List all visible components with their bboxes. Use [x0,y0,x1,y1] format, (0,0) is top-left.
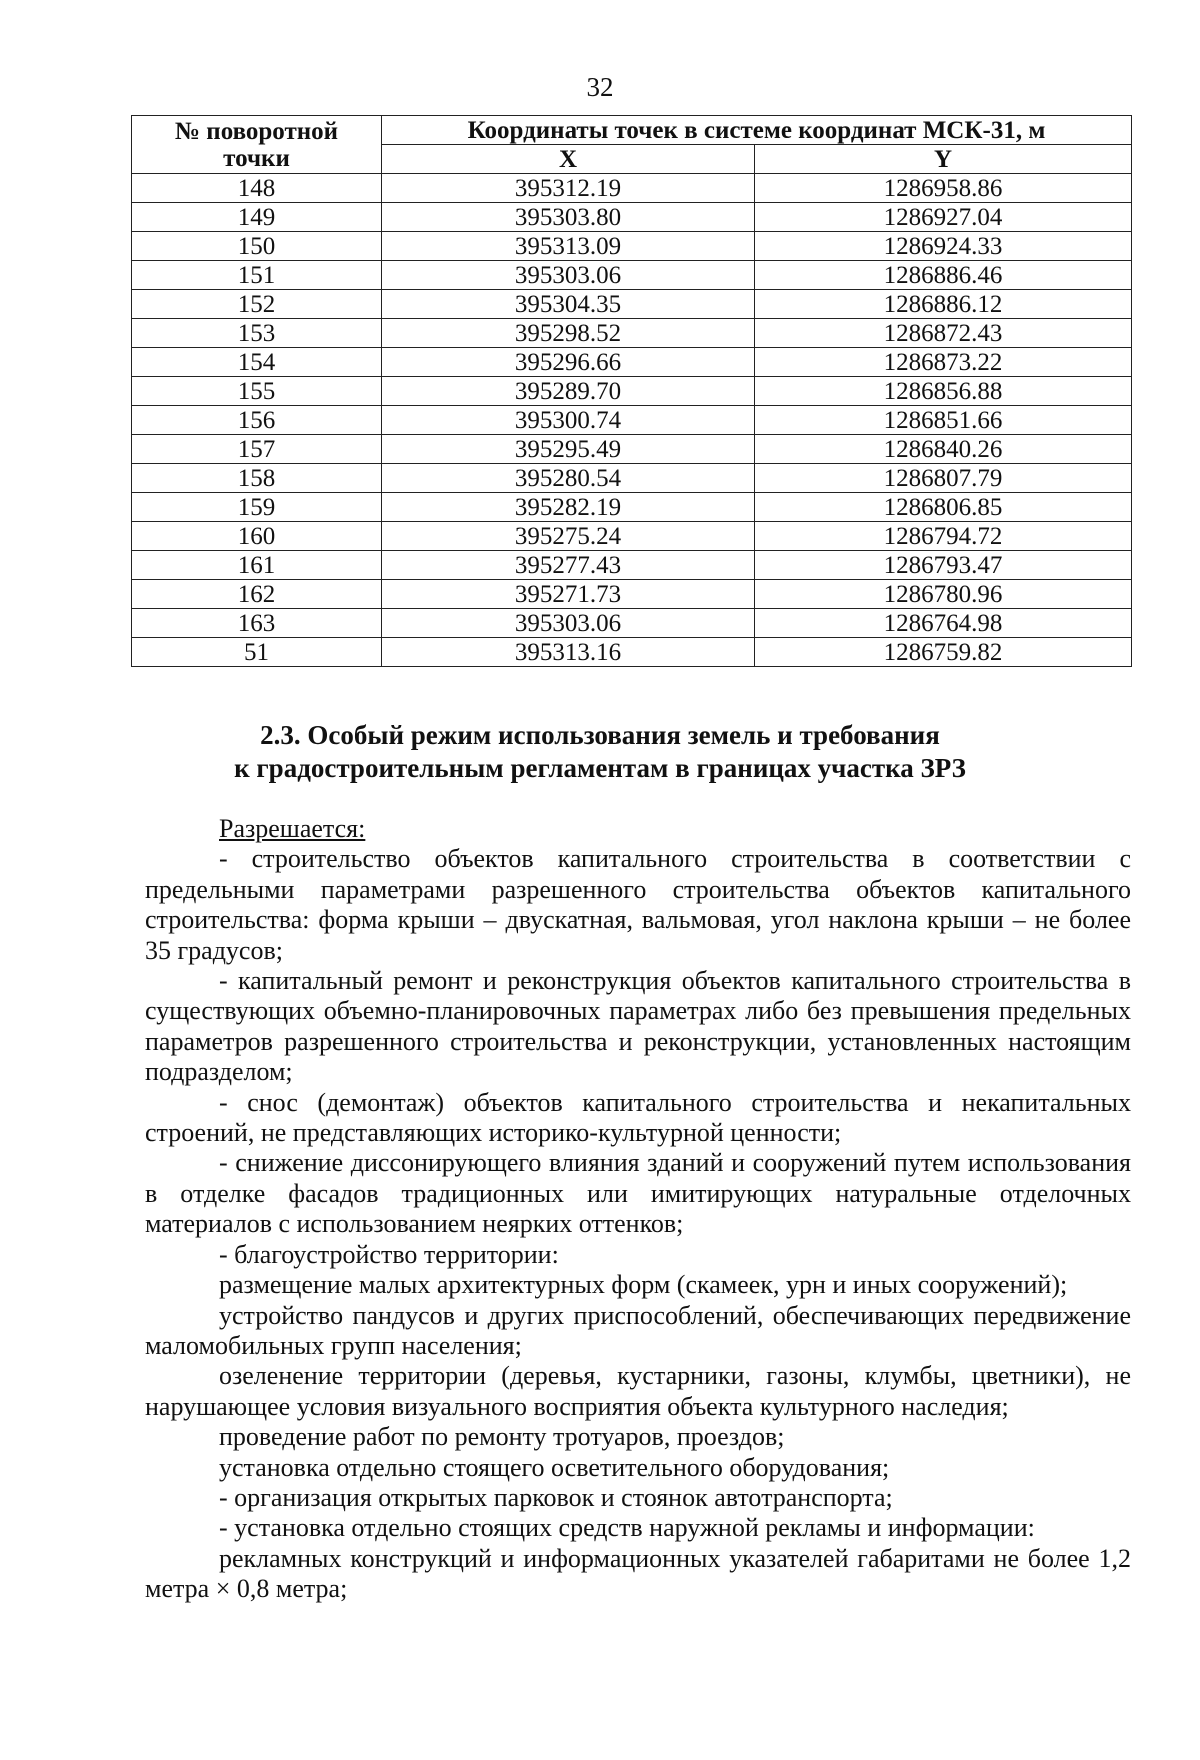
paragraph: размещение малых архитектурных форм (скамеек, урн и иных сооружений); [219,1270,1068,1300]
coordinates-table [131,115,1132,667]
paragraph: проведение работ по ремонту тротуаров, проездов; [219,1422,785,1452]
table-row [132,435,1132,464]
cell-y: 1286780.96 [755,580,1132,609]
cell-x: 395313.16 [382,638,755,667]
paragraph: - организация открытых парковок и стоянок автотранспорта; [219,1482,893,1512]
cell-x: 395303.06 [382,609,755,638]
header-point-number-line1: № поворотной [174,117,339,145]
table-row [132,406,1132,435]
paragraph: рекламных конструкций и информационных указателей габаритами не более 1,2 метра × 0,8 метра; [145,1543,1131,1604]
cell-point: 152 [132,290,382,319]
cell-point: 149 [132,203,382,232]
cell-point: 156 [132,406,382,435]
cell-point: 158 [132,464,382,493]
cell-x: 395280.54 [382,464,755,493]
cell-y: 1286886.12 [755,290,1132,319]
header-x: X [382,145,755,174]
header-point-number-line2: точки [223,144,290,172]
cell-x: 395303.80 [382,203,755,232]
table-row [132,174,1132,203]
cell-y: 1286764.98 [755,609,1132,638]
table-row [132,522,1132,551]
table-row [132,551,1132,580]
cell-point: 51 [132,638,382,667]
cell-x: 395275.24 [382,522,755,551]
cell-x: 395277.43 [382,551,755,580]
paragraph: - снижение диссонирующего влияния зданий и сооружений путем использования в отделке фасадов традиционных или имитирующих натуральные отделочных материалов с использованием неярких оттенков; [145,1148,1131,1239]
section-title-line2: к градостроительным регламентам в границах участка ЗРЗ [234,753,966,783]
cell-point: 162 [132,580,382,609]
cell-x: 395298.52 [382,319,755,348]
table-row [132,493,1132,522]
cell-y: 1286840.26 [755,435,1132,464]
cell-point: 155 [132,377,382,406]
section-title [0,719,1200,785]
table-row [132,464,1132,493]
paragraph: - снос (демонтаж) объектов капитального строительства и некапитальных строений, не представляющих историко-культурной ценности; [145,1087,1131,1148]
cell-y: 1286851.66 [755,406,1132,435]
cell-point: 161 [132,551,382,580]
cell-y: 1286793.47 [755,551,1132,580]
cell-y: 1286958.86 [755,174,1132,203]
table-row [132,290,1132,319]
cell-x: 395312.19 [382,174,755,203]
header-coordinates: Координаты точек в системе координат МСК-31, м [382,116,1132,145]
cell-point: 151 [132,261,382,290]
cell-y: 1286806.85 [755,493,1132,522]
section-title-line1: 2.3. Особый режим использования земель и требования [260,720,940,750]
cell-y: 1286927.04 [755,203,1132,232]
cell-point: 160 [132,522,382,551]
section-body [145,814,1131,1605]
cell-y: 1286807.79 [755,464,1132,493]
cell-point: 148 [132,174,382,203]
cell-point: 157 [132,435,382,464]
table-row [132,638,1132,667]
paragraph: устройство пандусов и других приспособлений, обеспечивающих передвижение маломобильных групп населения; [145,1300,1131,1360]
cell-y: 1286873.22 [755,348,1132,377]
cell-point: 163 [132,609,382,638]
coordinates-table-body [132,174,1132,667]
cell-x: 395304.35 [382,290,755,319]
cell-point: 153 [132,319,382,348]
cell-x: 395295.49 [382,435,755,464]
cell-x: 395289.70 [382,377,755,406]
cell-x: 395296.66 [382,348,755,377]
cell-x: 395313.09 [382,232,755,261]
paragraph: озеленение территории (деревья, кустарники, газоны, клумбы, цветники), не нарушающее условия визуального восприятия объекта культурного наследия; [145,1361,1131,1421]
table-row [132,580,1132,609]
allowed-label: Разрешается: [219,814,366,843]
header-y: Y [755,145,1132,174]
cell-x: 395300.74 [382,406,755,435]
table-row [132,203,1132,232]
paragraph: - установка отдельно стоящих средств наружной рекламы и информации: [219,1513,1035,1543]
cell-point: 159 [132,493,382,522]
cell-point: 150 [132,232,382,261]
table-row [132,232,1132,261]
cell-x: 395282.19 [382,493,755,522]
cell-y: 1286872.43 [755,319,1132,348]
cell-y: 1286794.72 [755,522,1132,551]
cell-x: 395303.06 [382,261,755,290]
paragraph: - капитальный ремонт и реконструкция объектов капитального строительства в существующих объемно-планировочных параметрах либо без превышения предельных параметров разрешенного строительства и реконструкции, установленных настоящим подразделом; [145,966,1131,1087]
table-row [132,319,1132,348]
header-point-number [132,116,382,174]
table-row [132,609,1132,638]
cell-y: 1286924.33 [755,232,1132,261]
paragraph: - благоустройство территории: [219,1239,559,1269]
paragraph: - строительство объектов капитального строительства в соответствии с предельными параметрами разрешенного строительства объектов капитального строительства: форма крыши – двускатная, вальмовая, угол наклона крыши – не более 35 градусов; [145,844,1131,965]
page-number: 32 [586,72,614,102]
table-row [132,377,1132,406]
cell-y: 1286886.46 [755,261,1132,290]
cell-y: 1286759.82 [755,638,1132,667]
cell-y: 1286856.88 [755,377,1132,406]
paragraph: установка отдельно стоящего осветительного оборудования; [219,1452,890,1482]
table-row [132,261,1132,290]
table-row [132,348,1132,377]
cell-point: 154 [132,348,382,377]
cell-x: 395271.73 [382,580,755,609]
